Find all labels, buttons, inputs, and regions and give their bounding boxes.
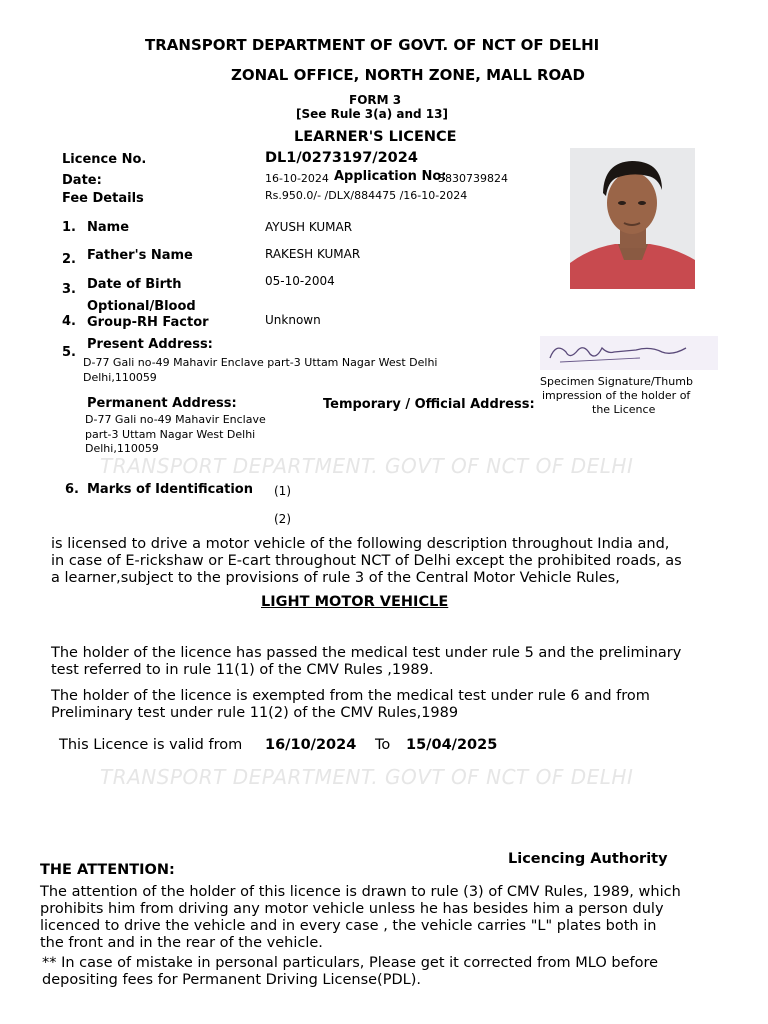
valid-from-date: 16/10/2024 <box>265 737 357 753</box>
permanent-address-line: Delhi,110059 <box>85 442 159 455</box>
present-address-line: D-77 Gali no-49 Mahavir Enclave part-3 Uttam Nagar West Delhi <box>83 356 438 369</box>
vehicle-class: LIGHT MOTOR VEHICLE <box>261 594 449 610</box>
permanent-address-line: D-77 Gali no-49 Mahavir Enclave <box>85 413 266 426</box>
blood-group-label: Optional/Blood <box>87 299 196 314</box>
valid-to-date: 15/04/2025 <box>406 737 498 753</box>
licensed-text: a learner,subject to the provisions of rule 3 of the Central Motor Vehicle Rules, <box>51 570 620 586</box>
licence-no-value: DL1/0273197/2024 <box>265 150 418 166</box>
correction-note: depositing fees for Permanent Driving License(PDL). <box>42 972 421 988</box>
licensed-text: in case of E-rickshaw or E-cart throughout NCT of Delhi except the prohibited roads, as <box>51 553 682 569</box>
attention-text: licenced to drive the vehicle and in every case , the vehicle carries "L" plates both in <box>40 918 657 934</box>
header-department: TRANSPORT DEPARTMENT OF GOVT. OF NCT OF DELHI <box>145 36 600 54</box>
licensed-text: is licensed to drive a motor vehicle of the following description throughout India and, <box>51 536 670 552</box>
field-number: 2. <box>62 252 76 267</box>
field-number: 5. <box>62 345 76 360</box>
name-value: AYUSH KUMAR <box>265 220 353 234</box>
date-value: 16-10-2024 <box>265 172 329 185</box>
present-address-label: Present Address: <box>87 337 213 352</box>
permanent-address-label: Permanent Address: <box>87 396 237 411</box>
watermark-text: TRANSPORT DEPARTMENT. GOVT OF NCT OF DELHI <box>100 454 634 478</box>
page-title: LEARNER'S LICENCE <box>294 129 457 145</box>
field-number: 4. <box>62 314 76 329</box>
application-no-value: 3830739824 <box>438 172 508 185</box>
father-name-value: RAKESH KUMAR <box>265 247 361 261</box>
field-number: 1. <box>62 220 76 235</box>
field-number: 6. <box>65 482 79 497</box>
exempt-text: Preliminary test under rule 11(2) of the CMV Rules,1989 <box>51 705 459 721</box>
validity-label: This Licence is valid from <box>59 737 243 753</box>
temporary-address-label: Temporary / Official Address: <box>323 397 535 412</box>
fee-details-label: Fee Details <box>62 191 144 206</box>
licencing-authority: Licencing Authority <box>508 851 668 867</box>
attention-text: prohibits him from driving any motor vehicle unless he has besides him a person duly <box>40 901 664 917</box>
blood-group-label: Group-RH Factor <box>87 315 209 330</box>
permanent-address-line: part-3 Uttam Nagar West Delhi <box>85 428 256 441</box>
marks-label: Marks of Identification <box>87 482 253 497</box>
application-no-label: Application No: <box>334 169 447 184</box>
form-number: FORM 3 <box>349 93 402 107</box>
signature-caption: the Licence <box>592 403 656 416</box>
attention-title: THE ATTENTION: <box>40 862 175 878</box>
father-name-label: Father's Name <box>87 248 193 263</box>
present-address-line: Delhi,110059 <box>83 371 157 384</box>
blood-group-value: Unknown <box>265 313 321 327</box>
signature-caption: impression of the holder of <box>542 389 691 402</box>
correction-note: ** In case of mistake in personal particulars, Please get it corrected from MLO before <box>42 955 659 971</box>
form-rule: [See Rule 3(a) and 13] <box>296 107 448 121</box>
holder-signature <box>540 336 718 370</box>
dob-label: Date of Birth <box>87 277 182 292</box>
attention-text: The attention of the holder of this licence is drawn to rule (3) of CMV Rules, 1989, which <box>40 884 681 900</box>
header-zonal-office: ZONAL OFFICE, NORTH ZONE, MALL ROAD <box>231 66 585 84</box>
signature-caption: Specimen Signature/Thumb <box>540 375 693 388</box>
attention-text: the front and in the rear of the vehicle. <box>40 935 323 951</box>
field-number: 3. <box>62 282 76 297</box>
date-label: Date: <box>62 173 102 188</box>
validity-to-label: To <box>375 737 391 753</box>
dob-value: 05-10-2004 <box>265 274 335 288</box>
medical-text: The holder of the licence has passed the medical test under rule 5 and the preliminary <box>51 645 682 661</box>
mark-2: (2) <box>274 512 291 526</box>
medical-text: test referred to in rule 11(1) of the CMV Rules ,1989. <box>51 662 434 678</box>
exempt-text: The holder of the licence is exempted from the medical test under rule 6 and from <box>51 688 650 704</box>
fee-details-value: Rs.950.0/- /DLX/884475 /16-10-2024 <box>265 189 468 202</box>
applicant-photo <box>570 148 695 289</box>
mark-1: (1) <box>274 484 291 498</box>
name-label: Name <box>87 220 130 235</box>
licence-no-label: Licence No. <box>62 152 147 167</box>
watermark-text: TRANSPORT DEPARTMENT. GOVT OF NCT OF DELHI <box>100 765 634 789</box>
